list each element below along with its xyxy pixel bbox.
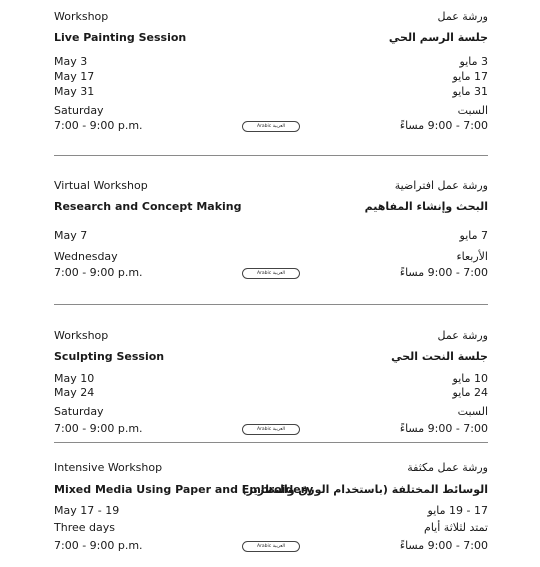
date-en: May 24 — [54, 386, 95, 399]
title-en: Live Painting Session — [54, 31, 187, 44]
day-row — [54, 521, 488, 537]
type-ar: ورشة عمل — [437, 10, 488, 23]
type-ar: ورشة عمل — [437, 329, 488, 342]
title-en: Sculpting Session — [54, 350, 165, 363]
type-en: Virtual Workshop — [54, 179, 148, 192]
day-ar: تمتد لثلاثة أيام — [424, 521, 488, 534]
section-type-row — [54, 461, 488, 477]
section-divider — [54, 442, 488, 443]
section-type-row — [54, 10, 488, 26]
date-en: May 17 - 19 — [54, 504, 120, 517]
time-row — [54, 119, 488, 135]
day-ar: السبت — [457, 104, 488, 117]
date-row — [54, 85, 488, 101]
date-en: May 17 — [54, 70, 95, 83]
title-ar: جلسة الرسم الحي — [388, 31, 488, 44]
date-ar: 10 مايو — [452, 372, 488, 385]
date-ar: 17 مايو — [452, 70, 488, 83]
day-ar: السبت — [457, 405, 488, 418]
type-ar: ورشة عمل مكثفة — [407, 461, 488, 474]
time-en: 7:00 - 9:00 p.m. — [54, 422, 143, 435]
time-row — [54, 422, 488, 438]
date-row — [54, 229, 488, 245]
date-en: May 3 — [54, 55, 88, 68]
language-pill: Arabic العربية — [242, 268, 300, 279]
date-ar: 24 مايو — [452, 386, 488, 399]
date-en: May 7 — [54, 229, 88, 242]
date-en: May 31 — [54, 85, 95, 98]
date-row — [54, 504, 488, 520]
section-type-row — [54, 179, 488, 195]
day-ar: الأربعاء — [456, 250, 488, 263]
time-ar: 7:00 - 9:00 مساءً — [399, 422, 488, 435]
time-ar: 7:00 - 9:00 مساءً — [399, 119, 488, 132]
language-pill: Arabic العربية — [242, 541, 300, 552]
day-en: Three days — [54, 521, 115, 534]
type-ar: ورشة عمل افتراضية — [394, 179, 488, 192]
day-en: Saturday — [54, 405, 104, 418]
type-en: Workshop — [54, 10, 109, 23]
section-divider — [54, 155, 488, 156]
time-row — [54, 539, 488, 555]
day-row — [54, 405, 488, 421]
date-ar: 17 - 19 مايو — [427, 504, 488, 517]
day-en: Saturday — [54, 104, 104, 117]
time-en: 7:00 - 9:00 p.m. — [54, 266, 143, 279]
section-divider — [54, 304, 488, 305]
date-ar: 7 مايو — [459, 229, 488, 242]
date-row — [54, 70, 488, 86]
type-en: Intensive Workshop — [54, 461, 163, 474]
title-en: Research and Concept Making — [54, 200, 242, 213]
title-en: Mixed Media Using Paper and Embroidery — [54, 483, 314, 496]
title-ar: الوسائط المختلفة (باستخدام الورق والتطريز) — [241, 483, 488, 496]
section-title-row — [54, 350, 488, 366]
date-row — [54, 386, 488, 402]
section-title-row — [54, 483, 488, 499]
time-en: 7:00 - 9:00 p.m. — [54, 119, 143, 132]
type-en: Workshop — [54, 329, 109, 342]
date-ar: 31 مايو — [452, 85, 488, 98]
day-en: Wednesday — [54, 250, 118, 263]
day-row — [54, 250, 488, 266]
language-pill: Arabic العربية — [242, 424, 300, 435]
section-title-row — [54, 31, 488, 47]
date-ar: 3 مايو — [459, 55, 488, 68]
time-ar: 7:00 - 9:00 مساءً — [399, 539, 488, 552]
date-row — [54, 55, 488, 71]
section-title-row — [54, 200, 488, 216]
time-en: 7:00 - 9:00 p.m. — [54, 539, 143, 552]
date-en: May 10 — [54, 372, 95, 385]
title-ar: البحث وإنشاء المفاهيم — [364, 200, 488, 213]
title-ar: جلسة النحت الحي — [391, 350, 488, 363]
section-type-row — [54, 329, 488, 345]
time-ar: 7:00 - 9:00 مساءً — [399, 266, 488, 279]
time-row — [54, 266, 488, 282]
language-pill: Arabic العربية — [242, 121, 300, 132]
day-row — [54, 104, 488, 120]
